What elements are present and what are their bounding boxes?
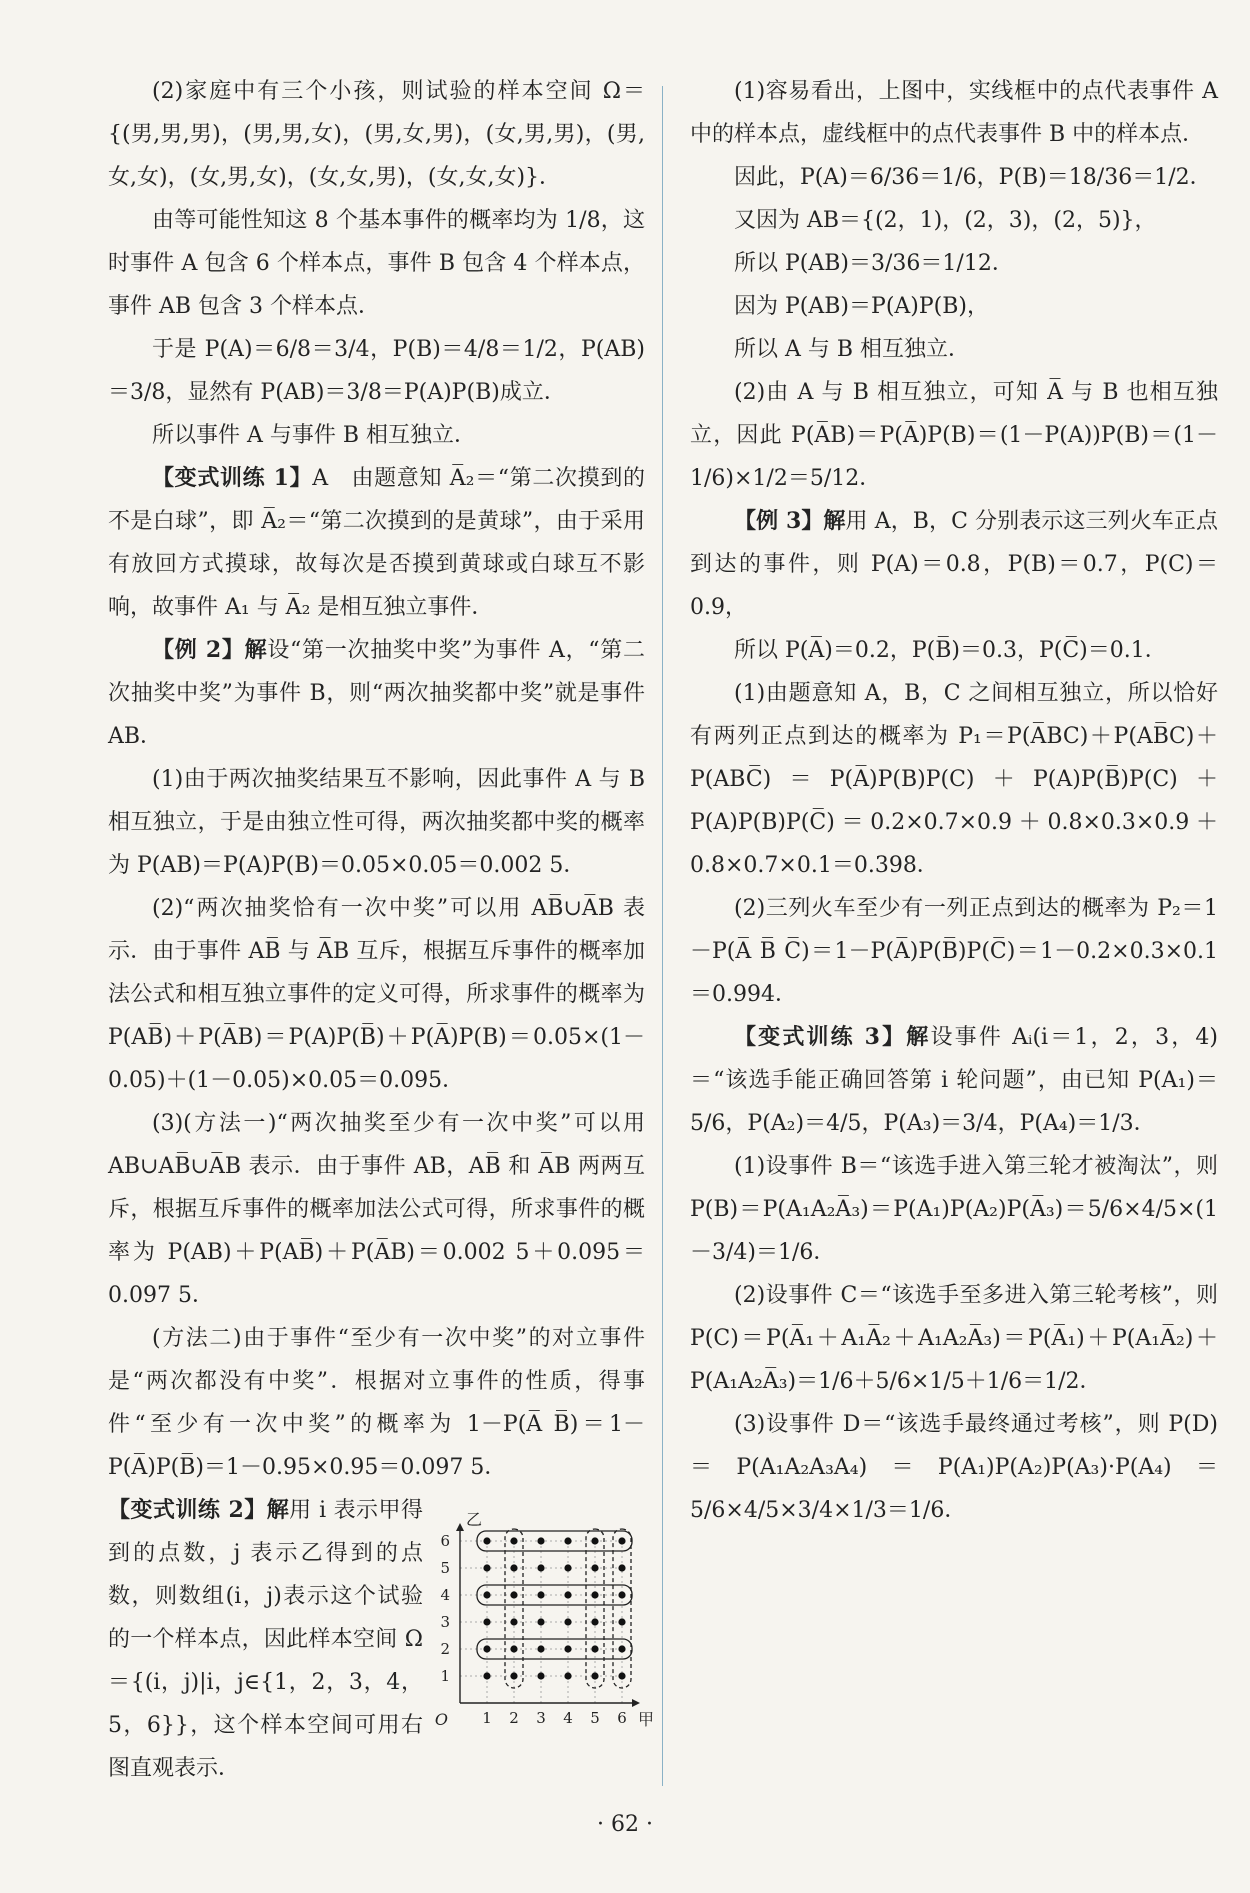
- sample-point: [564, 1537, 571, 1544]
- paragraph: [690, 285, 1218, 328]
- paragraph-text: (1)由题意知 A，B，C 之间相互独立，所以恰好有两列正点到达的概率为 P₁＝P(A̅BC)＋P(AB̅C)＋P(ABC̅)＝P(A̅)P(B)P(C)＋P(A)P(B̅)P(C)＋P(A)P(B)P(C̅)＝0.2×0.7×0.9＋0.8×0.3×0.9＋0.8×0.7×0.1＝0.398．: [690, 681, 1218, 878]
- dice-sample-space-chart: [426, 1483, 655, 1733]
- y-tick-label: 3: [440, 1613, 450, 1631]
- paragraph-text: 所以 A 与 B 相互独立．: [734, 337, 971, 362]
- sample-point: [564, 1618, 571, 1625]
- paragraph: [690, 371, 1218, 500]
- paragraph-text: (方法二)由于事件“至少有一次中奖”的对立事件是“两次都没有中奖”．根据对立事件的性质，得事件“至少有一次中奖”的概率为 1－P(A̅ B̅)＝1－P(A̅)P(B̅)＝1－0.95×0.95＝0.097 5．: [108, 1326, 645, 1480]
- x-tick-label: 3: [536, 1709, 546, 1727]
- x-axis-arrow: [632, 1699, 640, 1707]
- page-number: · 62 ·: [597, 1812, 653, 1837]
- sample-point: [510, 1564, 517, 1571]
- paragraph-text: 所以事件 A 与事件 B 相互独立．: [152, 423, 477, 448]
- paragraph-text: (2)设事件 C＝“该选手至多进入第三轮考核”，则 P(C)＝P(A̅₁＋A₁A̅₂＋A₁A₂A̅₃)＝P(A̅₁)＋P(A₁A̅₂)＋P(A₁A₂A̅₃)＝1/6＋5/6×1/5＋1/6＝1/2．: [690, 1283, 1218, 1394]
- sample-point: [564, 1591, 571, 1598]
- sample-point: [591, 1564, 598, 1571]
- paragraph-text: A 由题意知 A̅₂＝“第二次摸到的不是白球”，即 A̅₂＝“第二次摸到的是黄球”，由于采用有放回方式摸球，故每次是否摸到黄球或白球互不影响，故事件 A₁ 与 A̅₂ 是相互独立事件．: [108, 466, 645, 620]
- paragraph: [108, 758, 645, 887]
- sample-point: [483, 1645, 490, 1652]
- sample-point: [483, 1591, 490, 1598]
- paragraph: [108, 887, 645, 1102]
- sample-point: [537, 1564, 544, 1571]
- paragraph: [108, 199, 645, 328]
- paragraph-text: 所以 P(AB)＝3/36＝1/12．: [734, 251, 1014, 276]
- sample-point: [510, 1618, 517, 1625]
- sample-point: [591, 1672, 598, 1679]
- column-divider: [662, 86, 663, 1786]
- paragraph-text: (2)家庭中有三个小孩，则试验的样本空间 Ω＝{(男,男,男)，(男,男,女)，(男,女,男)，(女,男,男)，(男,女,女)，(女,男,女)，(女,女,男)，(女,女,女)}．: [108, 79, 645, 190]
- sample-point: [510, 1645, 517, 1652]
- paragraph-text: (2)三列火车至少有一列正点到达的概率为 P₂＝1－P(A̅ B̅ C̅)＝1－P(A̅)P(B̅)P(C̅)＝1－0.2×0.3×0.1＝0.994．: [690, 896, 1218, 1007]
- y-tick-label: 1: [440, 1667, 450, 1685]
- sample-point: [537, 1672, 544, 1679]
- sample-point: [537, 1618, 544, 1625]
- sample-point: [618, 1537, 625, 1544]
- sample-point: [564, 1564, 571, 1571]
- exercise-label: 【例 2】解: [152, 637, 268, 663]
- paragraph-text: 设“第一次抽奖中奖”为事件 A，“第二次抽奖中奖”为事件 B，则“两次抽奖都中奖”就是事件 AB．: [108, 638, 646, 749]
- y-axis-arrow: [456, 1523, 464, 1531]
- paragraph-text: (2)“两次抽奖恰有一次中奖”可以用 AB̅∪A̅B 表示．由于事件 AB̅ 与 A̅B 互斥，根据互斥事件的概率加法公式和相互独立事件的定义可得，所求事件的概率为 P(AB̅)＋P(A̅B)＝P(A)P(B̅)＋P(A̅)P(B)＝0.05×(1－0.05)＋(1－0.05)×0.05＝0.095．: [108, 896, 645, 1093]
- sample-point: [510, 1591, 517, 1598]
- paragraph: [108, 328, 645, 414]
- right-paragraphs: [690, 70, 1218, 1532]
- paragraph: [690, 1145, 1218, 1274]
- y-tick-label: 4: [440, 1586, 450, 1604]
- paragraph: [690, 199, 1218, 242]
- chart-paragraph-text: 用 i 表示甲得到的点数，j 表示乙得到的点数，则数组(i，j)表示这个试验的一个样本点，因此样本空间 Ω＝{(i，j)|i，j∈{1，2，3，4，5，6}}，这个样本空间可用右图直观表示．: [108, 1498, 423, 1781]
- paragraph: [108, 1102, 645, 1317]
- paragraph-text: 于是 P(A)＝6/8＝3/4，P(B)＝4/8＝1/2，P(AB)＝3/8，显然有 P(AB)＝3/8＝P(A)P(B)成立．: [108, 337, 645, 405]
- chart-paragraph: [108, 1489, 423, 1790]
- x-tick-label: 4: [563, 1709, 573, 1727]
- sample-point: [537, 1537, 544, 1544]
- sample-point: [537, 1591, 544, 1598]
- left-column: [108, 70, 655, 1790]
- x-tick-label: 2: [509, 1709, 519, 1727]
- paragraph: [108, 70, 645, 199]
- paragraph-text: 因为 P(AB)＝P(A)P(B)，: [734, 294, 990, 319]
- sample-point: [618, 1618, 625, 1625]
- sample-point: [618, 1672, 625, 1679]
- paragraph: [690, 629, 1218, 672]
- paragraph-text: (1)容易看出，上图中，实线框中的点代表事件 A 中的样本点，虚线框中的点代表事件 B 中的样本点．: [690, 79, 1218, 147]
- paragraph-text: 用 A，B，C 分别表示这三列火车正点到达的事件，则 P(A)＝0.8，P(B)＝0.7，P(C)＝0.9，: [690, 509, 1218, 620]
- x-axis-label: 甲: [638, 1710, 655, 1729]
- sample-point: [510, 1537, 517, 1544]
- y-axis-label: 乙: [466, 1510, 483, 1529]
- paragraph-text: 设事件 Aᵢ(i＝1，2，3，4)＝“该选手能正确回答第 i 轮问题”，由已知 P(A₁)＝5/6，P(A₂)＝4/5，P(A₃)＝3/4，P(A₄)＝1/3．: [690, 1025, 1218, 1136]
- exercise-label: 【变式训练 1】: [152, 465, 313, 491]
- chart-paragraph-label: 【变式训练 2】解: [108, 1497, 290, 1523]
- paragraph-text: 又因为 AB＝{(2，1)，(2，3)，(2，5)}，: [734, 208, 1157, 233]
- paragraph-text: (1)设事件 B＝“该选手进入第三轮才被淘汰”，则 P(B)＝P(A₁A₂A̅₃)＝P(A₁)P(A₂)P(A̅₃)＝5/6×4/5×(1－3/4)＝1/6．: [690, 1154, 1218, 1265]
- sample-point: [510, 1672, 517, 1679]
- paragraph: [690, 328, 1218, 371]
- sample-point: [483, 1672, 490, 1679]
- paragraph: [690, 156, 1218, 199]
- paragraph-text: (1)由于两次抽奖结果互不影响，因此事件 A 与 B 相互独立，于是由独立性可得，两次抽奖都中奖的概率为 P(AB)＝P(A)P(B)＝0.05×0.05＝0.002 5．: [108, 767, 645, 878]
- origin-label: O: [434, 1710, 448, 1729]
- left-paragraphs: [108, 70, 645, 1489]
- paragraph-text: 所以 P(A̅)＝0.2，P(B̅)＝0.3，P(C̅)＝0.1．: [734, 638, 1167, 663]
- sample-point: [483, 1564, 490, 1571]
- right-column: [690, 70, 1218, 1532]
- sample-point: [483, 1537, 490, 1544]
- exercise-label: 【例 3】解: [734, 508, 846, 534]
- sample-point: [618, 1645, 625, 1652]
- paragraph-text: 因此，P(A)＝6/36＝1/6，P(B)＝18/36＝1/2．: [734, 165, 1212, 190]
- paragraph: [690, 1274, 1218, 1403]
- x-tick-label: 5: [590, 1709, 600, 1727]
- sample-point: [537, 1645, 544, 1652]
- paragraph: [690, 1403, 1218, 1532]
- paragraph: [690, 1016, 1218, 1145]
- chart-paragraph-block: [108, 1489, 655, 1790]
- paragraph: [108, 1317, 645, 1489]
- paragraph: [690, 242, 1218, 285]
- paragraph: [690, 672, 1218, 887]
- sample-point: [591, 1618, 598, 1625]
- paragraph: [108, 629, 645, 758]
- y-tick-label: 6: [440, 1532, 450, 1550]
- sample-point: [618, 1591, 625, 1598]
- sample-point: [591, 1645, 598, 1652]
- paragraph-text: (2)由 A 与 B 相互独立，可知 A̅ 与 B 也相互独立，因此 P(A̅B)＝P(A̅)P(B)＝(1－P(A))P(B)＝(1－1/6)×1/2＝5/12．: [690, 380, 1218, 491]
- sample-point: [591, 1537, 598, 1544]
- sample-point: [564, 1645, 571, 1652]
- x-tick-label: 6: [617, 1709, 627, 1727]
- sample-point: [564, 1672, 571, 1679]
- paragraph: [108, 414, 645, 457]
- sample-point: [483, 1618, 490, 1625]
- paragraph-text: (3)(方法一)“两次抽奖至少有一次中奖”可以用 AB∪AB̅∪A̅B 表示．由于事件 AB，AB̅ 和 A̅B 两两互斥，根据互斥事件的概率加法公式可得，所求事件的概率为 P(AB)＋P(AB̅)＋P(A̅B)＝0.002 5＋0.095＝0.097 5．: [108, 1111, 645, 1308]
- sample-point: [591, 1591, 598, 1598]
- x-tick-label: 1: [482, 1709, 492, 1727]
- y-tick-label: 2: [440, 1640, 450, 1658]
- paragraph: [690, 500, 1218, 629]
- paragraph-text: 由等可能性知这 8 个基本事件的概率均为 1/8，这时事件 A 包含 6 个样本点，事件 B 包含 4 个样本点，事件 AB 包含 3 个样本点．: [108, 208, 645, 319]
- exercise-label: 【变式训练 3】解: [734, 1024, 931, 1050]
- paragraph: [690, 70, 1218, 156]
- sample-point: [618, 1564, 625, 1571]
- y-tick-label: 5: [440, 1559, 450, 1577]
- paragraph-text: (3)设事件 D＝“该选手最终通过考核”，则 P(D)＝P(A₁A₂A₃A₄)＝P(A₁)P(A₂)P(A₃)·P(A₄)＝5/6×4/5×3/4×1/3＝1/6．: [690, 1412, 1218, 1523]
- paragraph: [690, 887, 1218, 1016]
- paragraph: [108, 457, 645, 629]
